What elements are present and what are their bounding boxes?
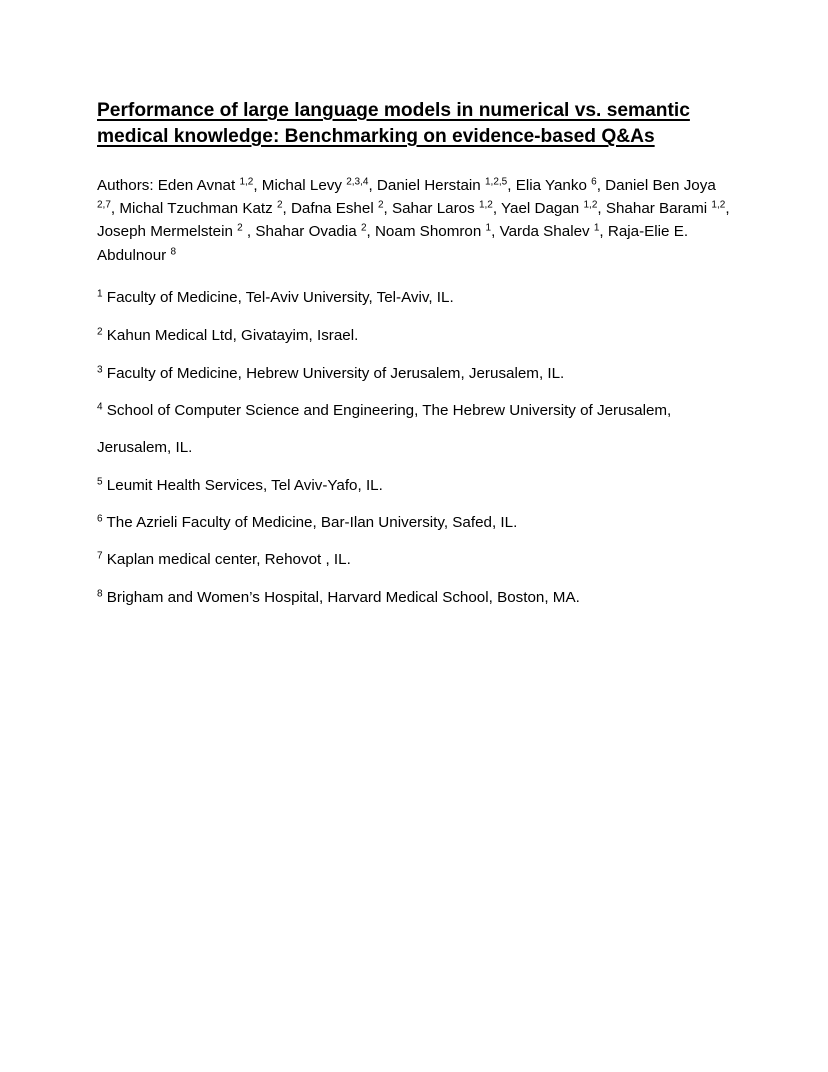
affiliation-item xyxy=(97,513,517,533)
paper-title: Performance of large language models in numerical vs. semantic medical knowledge: Benchmarking on evidence-based Q&As xyxy=(97,100,690,147)
affiliation-item xyxy=(97,401,671,421)
affiliation-number: 3 xyxy=(97,364,103,376)
author-name: Eden Avnat xyxy=(157,177,236,194)
affiliation-number: 5 xyxy=(97,476,103,488)
author-affiliation-ref: 2 xyxy=(276,199,283,211)
author-affiliation-ref: 2,3,4 xyxy=(346,176,369,188)
author-name: Joseph Mermelstein xyxy=(97,223,233,241)
author-affiliation-ref: 8 xyxy=(170,246,177,258)
author-affiliation-ref: 1,2 xyxy=(478,199,493,211)
affiliation-text: Faculty of Medicine, Hebrew University of Jerusalem, Jerusalem, IL. xyxy=(106,365,565,382)
affiliation-text: School of Computer Science and Engineering, The Hebrew University of Jerusalem, xyxy=(106,402,672,419)
author-affiliation-ref: 1 xyxy=(593,222,600,234)
affiliation-number: 4 xyxy=(97,401,103,413)
author-affiliation-ref: 1,2 xyxy=(583,199,598,211)
author-separator: , xyxy=(599,223,608,241)
affiliation-text: Brigham and Women’s Hospital, Harvard Medical School, Boston, MA. xyxy=(106,589,580,606)
affiliation-number: 7 xyxy=(97,550,103,562)
author-name: Shahar Barami xyxy=(605,200,708,218)
author-separator: , xyxy=(596,177,606,194)
affiliation-text: Kaplan medical center, Rehovot , IL. xyxy=(106,551,351,568)
affiliation-number: 1 xyxy=(97,288,103,300)
author-separator: , xyxy=(383,200,392,218)
author-separator: , xyxy=(282,200,291,218)
author-separator: , xyxy=(491,223,500,241)
author-name: Varda Shalev xyxy=(499,223,590,241)
author-separator: , xyxy=(507,177,516,194)
author-separator: , xyxy=(110,200,120,218)
author-list xyxy=(97,174,737,267)
author-affiliation-ref: 2 xyxy=(237,222,243,234)
affiliation-item xyxy=(97,550,351,570)
affiliation-number: 2 xyxy=(97,326,103,338)
author-affiliation-ref: 2,7 xyxy=(97,199,111,211)
author-affiliation-ref: 1,2 xyxy=(711,199,726,211)
author-affiliation-ref: 6 xyxy=(591,176,597,188)
author-separator: , xyxy=(597,200,606,218)
author-name: Daniel Herstain xyxy=(376,177,481,194)
affiliation-item xyxy=(97,588,580,608)
affiliation-text: Faculty of Medicine, Tel-Aviv University, Tel-Aviv, IL. xyxy=(106,289,454,306)
author-name: Shahar Ovadia xyxy=(255,223,357,241)
author-name: Elia Yanko xyxy=(515,177,587,194)
affiliation-number: 6 xyxy=(97,513,103,525)
author-name: Sahar Laros xyxy=(391,200,475,218)
author-name: Dafna Eshel xyxy=(290,200,374,218)
author-name: Michal Levy xyxy=(261,177,342,194)
author-affiliation-ref: 2 xyxy=(377,199,384,211)
author-name: Noam Shomron xyxy=(374,223,482,241)
author-separator: , xyxy=(366,223,375,241)
affiliation-number: 8 xyxy=(97,588,103,600)
author-separator: , xyxy=(368,177,377,194)
author-affiliation-ref: 1 xyxy=(485,222,492,234)
author-affiliation-ref: 1,2 xyxy=(239,176,254,188)
affiliation-item xyxy=(97,288,454,308)
author-affiliation-ref: 1,2,5 xyxy=(485,176,508,188)
author-name: Raja-Elie E. Abdulnour xyxy=(97,223,689,264)
affiliation-text: Kahun Medical Ltd, Givatayim, Israel. xyxy=(106,327,359,344)
author-name: Daniel Ben Joya xyxy=(605,177,716,194)
affiliation-item xyxy=(97,364,564,384)
affiliation-item xyxy=(97,476,383,496)
author-name: Yael Dagan xyxy=(501,200,580,218)
affiliation-item xyxy=(97,326,358,346)
author-affiliation-ref: 2 xyxy=(360,222,367,234)
affiliation-text: The Azrieli Faculty of Medicine, Bar-Ilan University, Safed, IL. xyxy=(106,514,518,531)
author-separator: , xyxy=(242,223,256,241)
authors-prefix: Authors: xyxy=(97,177,158,194)
author-separator: , xyxy=(253,177,262,194)
affiliation-continuation: Jerusalem, IL. xyxy=(97,439,193,456)
author-separator: , xyxy=(725,200,730,218)
author-name: Michal Tzuchman Katz xyxy=(119,200,273,218)
author-separator: , xyxy=(492,200,502,218)
affiliation-text: Leumit Health Services, Tel Aviv-Yafo, IL. xyxy=(106,477,383,494)
